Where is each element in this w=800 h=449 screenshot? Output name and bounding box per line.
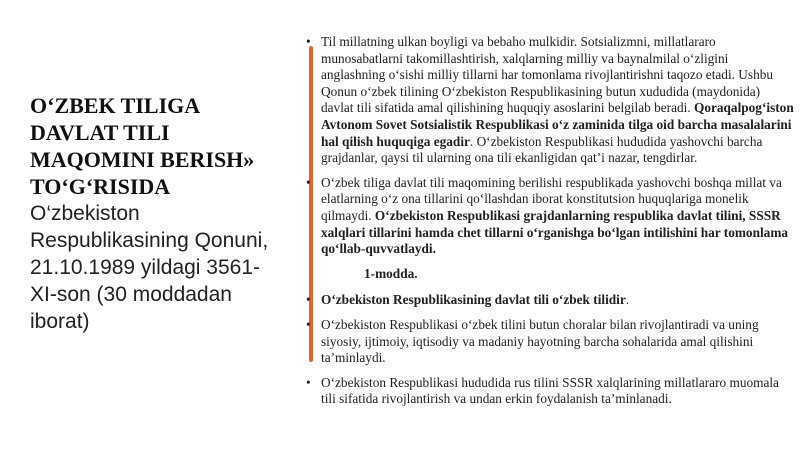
item-text: O‘zbek tiliga davlat tili maqomining berilishi respublikada yashovchi boshqa millat va elatlarning o‘z ona tillarini qo‘llashdan iborat konstitutsion huquqlariga monelik qilmaydi.: [321, 174, 782, 223]
list-item: [306, 375, 794, 408]
item-bold-text: Qoraqalpog‘iston Avtonom Sovet Sotsialistik Respublikasi o‘z zaminida tilga oid barcha masalalarini hal qilish huquqiga egadir: [321, 100, 794, 149]
item-after-text: . O‘zbekiston Respublikasi hududida yashovchi barcha grajdanlar, qaysi til ularning ona tili ekanligidan qat’i nazar, tengdirlar.: [321, 133, 763, 166]
law-subtitle: O‘zbekiston Respublikasining Qonuni, 21.10.1989 yildagi 3561-XI-son (30 moddadan iborat): [30, 202, 269, 333]
item-after-text: .: [625, 292, 630, 308]
bullet-icon: •: [306, 374, 311, 390]
item-bold-text: O‘zbekiston Respublikasining davlat tili o‘zbek tilidir: [321, 292, 626, 308]
bullet-icon: •: [306, 34, 311, 49]
title-block: [30, 92, 280, 335]
bullet-icon: •: [306, 174, 311, 190]
list-item: [306, 175, 794, 258]
bullet-icon: •: [306, 292, 311, 308]
list-item: [306, 317, 794, 367]
list-item: [306, 34, 794, 167]
item-text: Til millatning ulkan boyligi va bebaho mulkidir. Sotsializmni, millatlararo munosabatlarni takomillashtirish, xalqlarning milliy va baynalmilal o‘zligini anglashning o‘sishi milliy tillarni har tomonlama rivojlantirishni taqozo etadi. Ushbu Qonun o‘zbek tilining O‘zbekiston Respublikasining butun xududida (maydonida) davlat tili sifatida amal qilishining huquqiy asoslarini belgilab beradi.: [321, 34, 774, 116]
item-text: O‘zbekiston Respublikasi hududida rus tilini SSSR xalqlarining millatlararo muomala tili sifatida rivojlantirish va undan erkin foydalanish ta’minlanadi.: [321, 374, 779, 407]
content-list: [306, 34, 794, 416]
bullet-icon: •: [306, 316, 311, 332]
list-item: [306, 292, 794, 309]
item-bold-text: O‘zbekiston Respublikasi grajdanlarning respublika davlat tilini, SSSR xalqlari tillarini hamda chet tillarni o‘rganishga bo‘lgan intilishini har tomonlama qo‘llab-quvvatlaydi.: [321, 207, 789, 257]
article-heading: 1-modda.: [364, 265, 418, 281]
item-text: O‘zbekiston Respublikasi o‘zbek tilini butun choralar bilan rivojlantiradi va uning siyosiy, ijtimoiy, iqtisodiy va madaniy hayotning barcha sohalarida amal qilishini ta’minlaydi.: [321, 316, 759, 366]
law-title: O‘ZBEK TILIGA DAVLAT TILI MAQOMINI BERISH» TO‘G‘RISIDA: [30, 93, 255, 199]
